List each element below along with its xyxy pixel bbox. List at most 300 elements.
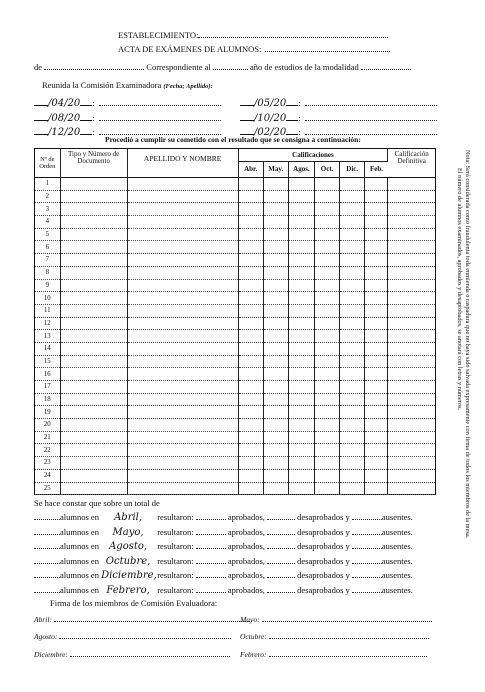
establecimiento-field[interactable]: [198, 37, 388, 38]
table-cell[interactable]: [365, 482, 388, 495]
table-cell[interactable]: [340, 254, 365, 267]
table-cell[interactable]: [288, 393, 314, 406]
table-cell[interactable]: [388, 444, 435, 457]
table-cell[interactable]: [263, 355, 288, 368]
table-row: [35, 190, 435, 203]
table-cell[interactable]: [263, 190, 288, 203]
date-right-1[interactable]: /05/20: [254, 98, 287, 109]
table-cell[interactable]: [263, 381, 288, 394]
table-cell[interactable]: [288, 279, 314, 292]
table-cell[interactable]: [263, 419, 288, 432]
table-cell[interactable]: [340, 178, 365, 191]
table-cell[interactable]: [60, 228, 127, 241]
table-cell[interactable]: [263, 330, 288, 343]
table-cell[interactable]: [263, 406, 288, 419]
table-cell[interactable]: [388, 381, 435, 394]
table-cell[interactable]: [238, 330, 263, 343]
table-cell[interactable]: [127, 381, 238, 394]
table-cell[interactable]: [60, 431, 127, 444]
table-cell[interactable]: [238, 304, 263, 317]
table-cell[interactable]: [60, 342, 127, 355]
desaprobados-field[interactable]: [267, 519, 295, 520]
table-cell[interactable]: [127, 279, 238, 292]
table-cell[interactable]: [288, 254, 314, 267]
table-cell[interactable]: [288, 381, 314, 394]
examiner-field-1b[interactable]: [305, 105, 437, 106]
acta-field[interactable]: [265, 51, 390, 52]
table-cell[interactable]: [340, 381, 365, 394]
table-cell[interactable]: [288, 216, 314, 229]
aprobados-field[interactable]: [196, 592, 226, 593]
table-cell[interactable]: [127, 216, 238, 229]
table-cell[interactable]: [60, 393, 127, 406]
table-cell[interactable]: [315, 381, 340, 394]
table-cell[interactable]: [315, 469, 340, 482]
table-cell[interactable]: [238, 342, 263, 355]
ausentes-label: ausentes.: [381, 584, 413, 595]
table-cell[interactable]: [263, 457, 288, 470]
table-cell[interactable]: [127, 355, 238, 368]
table-cell[interactable]: [127, 266, 238, 279]
alumnos-en-label: alumnos en: [60, 570, 99, 580]
table-cell[interactable]: [60, 457, 127, 470]
table-cell[interactable]: [340, 292, 365, 305]
table-cell[interactable]: [340, 228, 365, 241]
table-cell[interactable]: [263, 228, 288, 241]
aprobados-label: aprobados,: [227, 526, 265, 537]
table-cell[interactable]: [388, 279, 435, 292]
table-cell[interactable]: [60, 355, 127, 368]
table-cell[interactable]: [238, 457, 263, 470]
table-cell[interactable]: [263, 254, 288, 267]
table-cell[interactable]: [127, 406, 238, 419]
table-cell[interactable]: [388, 368, 435, 381]
table-cell[interactable]: [365, 469, 388, 482]
de-field[interactable]: [44, 69, 144, 70]
table-cell[interactable]: [340, 266, 365, 279]
total-field[interactable]: [34, 563, 60, 564]
table-cell[interactable]: [238, 355, 263, 368]
table-cell[interactable]: [388, 292, 435, 305]
table-cell[interactable]: [365, 178, 388, 191]
table-cell[interactable]: [388, 228, 435, 241]
table-cell[interactable]: [315, 228, 340, 241]
table-cell[interactable]: [388, 431, 435, 444]
table-cell[interactable]: [288, 342, 314, 355]
table-cell[interactable]: [127, 469, 238, 482]
table-cell[interactable]: [127, 241, 238, 254]
table-cell[interactable]: [340, 203, 365, 216]
table-cell[interactable]: [388, 203, 435, 216]
table-cell[interactable]: [340, 444, 365, 457]
table-cell[interactable]: [340, 368, 365, 381]
table-cell[interactable]: [340, 241, 365, 254]
examiner-field-2a[interactable]: [99, 120, 221, 121]
table-cell[interactable]: [238, 241, 263, 254]
table-cell[interactable]: [60, 241, 127, 254]
table-cell[interactable]: [238, 431, 263, 444]
table-cell[interactable]: [365, 393, 388, 406]
total-field[interactable]: [34, 519, 60, 520]
table-cell[interactable]: [288, 406, 314, 419]
table-row: [35, 279, 435, 292]
aprobados-field[interactable]: [196, 519, 226, 520]
table-cell[interactable]: [365, 254, 388, 267]
table-cell[interactable]: [315, 482, 340, 495]
alumnos-en-label: alumnos en: [60, 526, 99, 537]
table-cell[interactable]: [365, 216, 388, 229]
table-cell[interactable]: [340, 431, 365, 444]
date-row-3b: /02/20 :: [240, 122, 437, 140]
table-cell[interactable]: [263, 342, 288, 355]
desaprobados-field[interactable]: [267, 548, 295, 549]
table-cell[interactable]: [263, 266, 288, 279]
table-cell[interactable]: [238, 216, 263, 229]
table-cell[interactable]: [340, 469, 365, 482]
table-cell[interactable]: [288, 203, 314, 216]
firma-febrero-label: Febrero:: [240, 650, 267, 659]
desaprobados-field[interactable]: [267, 577, 295, 578]
firma-agosto-line: [34, 632, 231, 641]
row-number: 14: [35, 342, 60, 355]
table-cell[interactable]: [127, 482, 238, 495]
table-cell[interactable]: [60, 203, 127, 216]
table-cell[interactable]: [388, 482, 435, 495]
table-cell[interactable]: [388, 406, 435, 419]
table-cell[interactable]: [238, 203, 263, 216]
table-cell[interactable]: [388, 419, 435, 432]
table-cell[interactable]: [127, 203, 238, 216]
ausentes-label: ausentes.: [381, 512, 413, 522]
table-cell[interactable]: [340, 419, 365, 432]
table-cell[interactable]: [340, 342, 365, 355]
table-cell[interactable]: [263, 279, 288, 292]
table-cell[interactable]: [238, 292, 263, 305]
table-cell[interactable]: [315, 317, 340, 330]
table-cell[interactable]: [315, 368, 340, 381]
table-cell[interactable]: [315, 292, 340, 305]
table-cell[interactable]: [263, 469, 288, 482]
table-cell[interactable]: [127, 190, 238, 203]
table-cell[interactable]: [288, 457, 314, 470]
aprobados-label: aprobados,: [227, 570, 265, 580]
table-cell[interactable]: [288, 368, 314, 381]
anio-field[interactable]: [213, 69, 248, 70]
table-cell[interactable]: [127, 368, 238, 381]
table-cell[interactable]: [340, 190, 365, 203]
table-cell[interactable]: [238, 444, 263, 457]
table-cell[interactable]: [288, 317, 314, 330]
table-cell[interactable]: [315, 279, 340, 292]
table-cell[interactable]: [340, 279, 365, 292]
table-cell[interactable]: [315, 190, 340, 203]
ausentes-field[interactable]: [352, 519, 382, 520]
table-cell[interactable]: [238, 469, 263, 482]
table-cell[interactable]: [263, 482, 288, 495]
date-left-3[interactable]: /12/20: [48, 127, 81, 138]
table-cell[interactable]: [263, 178, 288, 191]
table-cell[interactable]: [340, 304, 365, 317]
summary-month: Abril,: [114, 512, 143, 523]
firma-febrero-field[interactable]: [269, 656, 427, 657]
table-cell[interactable]: [388, 317, 435, 330]
table-cell[interactable]: [127, 254, 238, 267]
table-cell[interactable]: [365, 241, 388, 254]
ausentes-label: ausentes.: [381, 526, 413, 537]
firma-abril-field[interactable]: [54, 621, 252, 622]
table-cell[interactable]: [127, 178, 238, 191]
table-cell[interactable]: [388, 178, 435, 191]
table-cell[interactable]: [60, 304, 127, 317]
table-cell[interactable]: [340, 317, 365, 330]
table-cell[interactable]: [238, 317, 263, 330]
table-cell[interactable]: [315, 431, 340, 444]
table-cell[interactable]: [238, 381, 263, 394]
total-field[interactable]: [34, 577, 60, 578]
table-cell[interactable]: [263, 368, 288, 381]
table-cell[interactable]: [340, 216, 365, 229]
aprobados-field[interactable]: [196, 577, 226, 578]
table-cell[interactable]: [315, 304, 340, 317]
table-cell[interactable]: [263, 292, 288, 305]
examiner-field-2b[interactable]: [305, 120, 437, 121]
table-cell[interactable]: [315, 241, 340, 254]
table-cell[interactable]: [365, 317, 388, 330]
table-cell[interactable]: [60, 469, 127, 482]
table-cell[interactable]: [388, 393, 435, 406]
firma-diciembre-label: Diciembre:: [34, 650, 68, 659]
table-cell[interactable]: [288, 355, 314, 368]
col-definitiva-header: Calificación Definitiva: [388, 149, 435, 178]
firma-agosto-field[interactable]: [59, 638, 231, 639]
table-cell[interactable]: [263, 431, 288, 444]
desaprobados-field[interactable]: [267, 563, 295, 564]
table-cell[interactable]: [315, 178, 340, 191]
table-cell[interactable]: [60, 406, 127, 419]
aprobados-field[interactable]: [196, 563, 226, 564]
table-cell[interactable]: [315, 444, 340, 457]
table-cell[interactable]: [60, 368, 127, 381]
table-cell[interactable]: [238, 482, 263, 495]
date-left-2[interactable]: /08/20: [48, 113, 81, 124]
desaprobados-field[interactable]: [267, 534, 295, 535]
table-cell[interactable]: [60, 190, 127, 203]
total-field[interactable]: [34, 592, 60, 593]
table-cell[interactable]: [365, 190, 388, 203]
table-cell[interactable]: [388, 241, 435, 254]
table-cell[interactable]: [288, 444, 314, 457]
table-cell[interactable]: [127, 330, 238, 343]
table-cell[interactable]: [127, 304, 238, 317]
row-number: 23: [35, 457, 60, 470]
table-cell[interactable]: [315, 216, 340, 229]
table-cell[interactable]: [388, 254, 435, 267]
table-cell[interactable]: [365, 304, 388, 317]
table-cell[interactable]: [288, 304, 314, 317]
table-cell[interactable]: [127, 393, 238, 406]
aprobados-field[interactable]: [196, 548, 226, 549]
summary-month: Febrero,: [106, 584, 150, 596]
examiner-field-1a[interactable]: [99, 105, 221, 106]
firma-mayo-field[interactable]: [262, 621, 432, 622]
ausentes-field[interactable]: [352, 563, 382, 564]
table-cell[interactable]: [365, 203, 388, 216]
table-cell[interactable]: [238, 419, 263, 432]
ausentes-field[interactable]: [352, 548, 382, 549]
table-cell[interactable]: [127, 292, 238, 305]
table-cell[interactable]: [60, 419, 127, 432]
table-cell[interactable]: [315, 330, 340, 343]
table-cell[interactable]: [263, 304, 288, 317]
date-left-1[interactable]: /04/20: [48, 98, 81, 109]
ausentes-field[interactable]: [352, 534, 382, 535]
table-cell[interactable]: [365, 279, 388, 292]
table-cell[interactable]: [365, 419, 388, 432]
aprobados-field[interactable]: [196, 534, 226, 535]
table-cell[interactable]: [315, 266, 340, 279]
table-cell[interactable]: [315, 406, 340, 419]
table-cell[interactable]: [315, 393, 340, 406]
table-cell[interactable]: [288, 419, 314, 432]
table-cell[interactable]: [365, 266, 388, 279]
table-cell[interactable]: [263, 203, 288, 216]
table-row: [35, 266, 435, 279]
alumnos-en-label: alumnos en: [60, 555, 99, 566]
table-row: [35, 254, 435, 267]
table-cell[interactable]: [340, 406, 365, 419]
table-cell[interactable]: [365, 406, 388, 419]
table-cell[interactable]: [263, 216, 288, 229]
table-cell[interactable]: [238, 178, 263, 191]
row-number: 7: [35, 254, 60, 267]
desaprobados-field[interactable]: [267, 592, 295, 593]
table-cell[interactable]: [388, 355, 435, 368]
table-cell[interactable]: [60, 444, 127, 457]
table-cell[interactable]: [365, 292, 388, 305]
table-cell[interactable]: [315, 355, 340, 368]
table-cell[interactable]: [127, 317, 238, 330]
table-cell[interactable]: [60, 266, 127, 279]
table-cell[interactable]: [340, 330, 365, 343]
resultaron-label: resultaron:: [157, 512, 194, 522]
table-cell[interactable]: [315, 254, 340, 267]
table-cell[interactable]: [388, 216, 435, 229]
firma-octubre-field[interactable]: [269, 638, 429, 639]
total-field[interactable]: [34, 548, 60, 549]
table-cell[interactable]: [340, 355, 365, 368]
row-number: 20: [35, 419, 60, 432]
row-number: 15: [35, 355, 60, 368]
table-cell[interactable]: [60, 381, 127, 394]
table-cell[interactable]: [60, 254, 127, 267]
table-cell[interactable]: [288, 330, 314, 343]
table-cell[interactable]: [60, 178, 127, 191]
table-cell[interactable]: [388, 266, 435, 279]
table-cell[interactable]: [263, 241, 288, 254]
table-cell[interactable]: [60, 330, 127, 343]
table-cell[interactable]: [288, 266, 314, 279]
table-cell[interactable]: [288, 228, 314, 241]
firma-diciembre-field[interactable]: [70, 656, 230, 657]
table-cell[interactable]: [127, 419, 238, 432]
date-right-3[interactable]: /02/20: [254, 127, 287, 138]
table-cell[interactable]: [365, 355, 388, 368]
table-cell[interactable]: [388, 469, 435, 482]
table-cell[interactable]: [238, 368, 263, 381]
table-cell[interactable]: [238, 254, 263, 267]
date-row-2: /08/20 :: [34, 108, 221, 126]
table-cell[interactable]: [127, 457, 238, 470]
table-cell[interactable]: [238, 279, 263, 292]
table-cell[interactable]: [365, 228, 388, 241]
date-right-2[interactable]: /10/20: [254, 113, 287, 124]
table-cell[interactable]: [340, 393, 365, 406]
table-cell[interactable]: [340, 482, 365, 495]
table-cell[interactable]: [288, 469, 314, 482]
table-cell[interactable]: [60, 317, 127, 330]
table-cell[interactable]: [388, 304, 435, 317]
table-cell[interactable]: [365, 368, 388, 381]
table-cell[interactable]: [288, 190, 314, 203]
table-cell[interactable]: [365, 330, 388, 343]
table-cell[interactable]: [388, 342, 435, 355]
table-cell[interactable]: [238, 228, 263, 241]
ausentes-field[interactable]: [352, 577, 382, 578]
table-cell[interactable]: [263, 317, 288, 330]
table-cell[interactable]: [365, 431, 388, 444]
table-cell[interactable]: [365, 444, 388, 457]
table-cell[interactable]: [315, 203, 340, 216]
table-cell[interactable]: [60, 482, 127, 495]
table-cell[interactable]: [315, 342, 340, 355]
table-cell[interactable]: [388, 190, 435, 203]
month-header-dic: Dic.: [340, 162, 365, 178]
table-cell[interactable]: [288, 241, 314, 254]
table-cell[interactable]: [238, 266, 263, 279]
table-cell[interactable]: [238, 190, 263, 203]
ausentes-field[interactable]: [352, 592, 382, 593]
table-cell[interactable]: [238, 406, 263, 419]
alumnos-en-label: alumnos en: [60, 512, 99, 522]
firma-mayo-label: Mayo:: [240, 615, 260, 624]
table-cell[interactable]: [263, 444, 288, 457]
table-cell[interactable]: [288, 431, 314, 444]
table-cell[interactable]: [288, 178, 314, 191]
table-cell[interactable]: [127, 431, 238, 444]
table-cell[interactable]: [127, 228, 238, 241]
table-cell[interactable]: [315, 457, 340, 470]
table-cell[interactable]: [315, 419, 340, 432]
table-cell[interactable]: [288, 482, 314, 495]
table-cell[interactable]: [365, 457, 388, 470]
table-cell[interactable]: [238, 393, 263, 406]
table-cell[interactable]: [60, 216, 127, 229]
table-cell[interactable]: [288, 292, 314, 305]
table-cell[interactable]: [388, 457, 435, 470]
total-field[interactable]: [34, 534, 60, 535]
table-cell[interactable]: [60, 279, 127, 292]
modalidad-field[interactable]: [361, 69, 411, 70]
table-cell[interactable]: [60, 292, 127, 305]
table-cell[interactable]: [340, 457, 365, 470]
table-cell[interactable]: [365, 381, 388, 394]
aprobados-label: aprobados,: [227, 584, 265, 595]
table-cell[interactable]: [127, 342, 238, 355]
table-cell[interactable]: [365, 342, 388, 355]
table-cell[interactable]: [388, 330, 435, 343]
table-cell[interactable]: [127, 444, 238, 457]
table-cell[interactable]: [263, 393, 288, 406]
